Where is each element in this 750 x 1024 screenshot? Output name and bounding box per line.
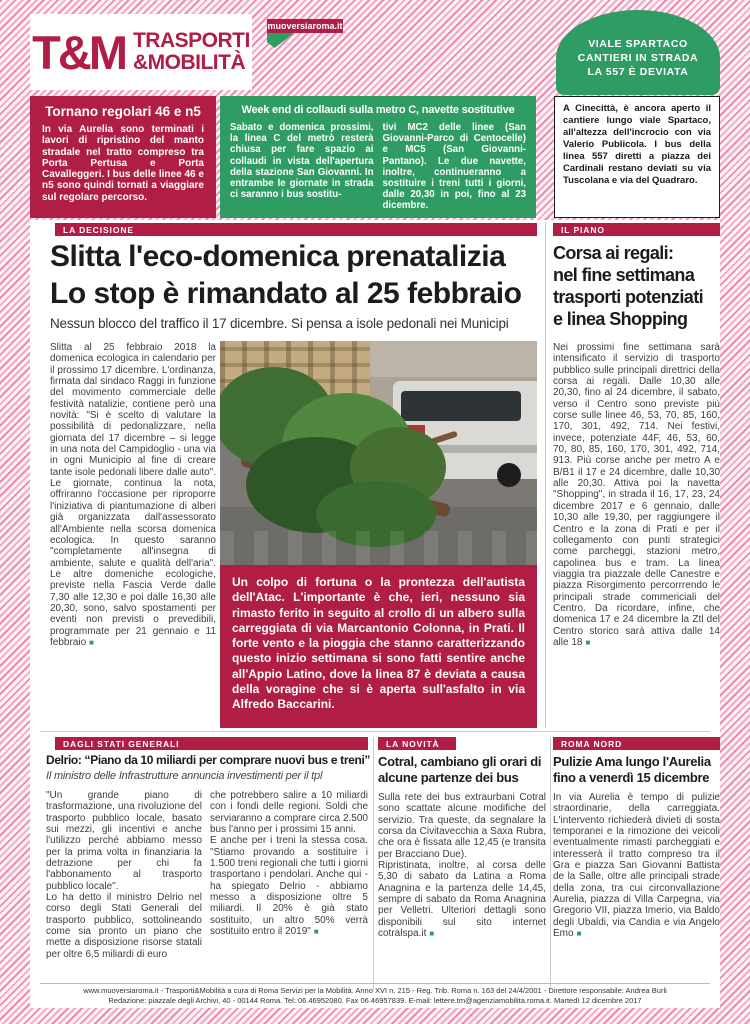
- footer-divider: [40, 983, 710, 984]
- footer-line1: www.muoversiaroma.it - Trasporti&Mobilità a cura di Roma Servizi per la Mobilità. Anno XVI n. 215 - Reg. Trib. Roma n. 163 del 24/4/2001 - Direttore responsabile: Andrea Burli: [83, 986, 667, 995]
- footer-line2: Redazione: piazzale degli Archivi, 40 - 00144 Roma. Tel: 06.46952080. Fax 06.46957839. E-mail: lettere.tm@agenziamobilita.roma.it. Martedì 12 dicembre 2017: [108, 996, 642, 1005]
- cotral-p2: Ripristinata, inoltre, al corsa delle 5,30 di sabato da Latina a Roma Anagnina e la partenza delle 14,45, sempre di sabato da Roma Anagnina per Velletri. Ulteriori dettagli sono disponibili sul sito internet cotralspa.it: [378, 860, 546, 940]
- article-photo: [220, 341, 537, 565]
- kicker-la-decisione: LA DECISIONE: [55, 223, 537, 236]
- end-marker-icon: ■: [585, 637, 591, 647]
- delrio-col1-p2: Lo ha detto il ministro Delrio nel corso degli Stati Generali del trasporto pubblico, sottolineando come sia pronto un piano che mette a disposizione risorse statali per oltre 6,5 miliardi di euro: [46, 892, 202, 960]
- box-aurelia-title: Tornano regolari 46 e n5: [45, 104, 201, 119]
- masthead: [30, 14, 252, 90]
- kicker-dagli-stati-generali: DAGLI STATI GENERALI: [55, 737, 368, 750]
- main-headline-line1: Slitta l'eco-domenica prenatalizia: [50, 240, 506, 273]
- main-headline-line2: Lo stop è rimandato al 25 febbraio: [50, 277, 522, 310]
- box-aurelia-body: In via Aurelia sono terminati i lavori di ripristino del manto stradale nel tratto compreso tra Porta Pertusa e Porta Cavalleggeri. I bus delle linee 46 e n5 sono quindi tornati a viaggiare sul regolare percorso.: [42, 124, 204, 203]
- column-divider: [550, 737, 551, 990]
- ribbon-fold-icon: [267, 33, 294, 48]
- plan-headline-line4: e linea Shopping: [553, 309, 688, 329]
- box-metro-c-title: Week end di collaudi sulla metro C, navette sostitutive: [241, 104, 515, 116]
- cotral-headline: Cotral, cambiano gli orari di alcune partenze dei bus: [378, 754, 542, 785]
- plan-article-text: Nei prossimi fine settimana sarà intensificato il servizio di trasporto pubblico sulle principali direttrici della corsa ai regali. Dalle 10,30 alle 20,30, fino al 24 dicembre, il sabato, verso il Centro sono previste più corse sulle linee 46, 53, 70, 85, 160, 170, 301, 492, 714. Nei festivi, invece, potenziate 44F, 46, 53, 60, 70, 80, 85, 160, 170, 301, 492, 714, 913. Più corse anche per metro A e B/B1 il 17 e 24 dicembre, dalle 10,30 alle 20,30. Attiva poi la navetta "Shopping", in strada il 16, 17, 23, 24 dicembre 2017 e 6 gennaio, dalle 10,30 alle 19,30, per raggiungere il Centro e la zona di Prati e per il collegamento con punti strategici come parcheggi, stazioni metro, capolinea bus e tram. La linea viaggia tra piazzale delle Canestre e piazza Risorgimento percorrrendo le principali strade commericiali del Centro. Da ricordare, infine, che domenica 17 e 24 dicembre la Ztl del Centro storico sarà attiva dalle 14 alle 18: [553, 342, 720, 648]
- kicker-roma-nord: ROMA NORD: [553, 737, 720, 750]
- end-marker-icon: ■: [576, 929, 582, 939]
- main-headline: [50, 238, 546, 312]
- photo-bus-windshield: [401, 391, 521, 421]
- plan-article-body: [553, 342, 720, 724]
- ama-headline: [553, 754, 723, 785]
- photo-caption: Un colpo di fortuna o la prontezza dell'autista dell'Atac. L'importante è che, ieri, nessuno sia rimasto ferito in seguito al crollo di un albero sulla carreggiata di via Marcantonio Colonna, in Prati. Il forte vento e la pioggia che stanno caratterizzando questo inizio settimana si sono fatti sentire anche all'Appio Latino, dove la linea 87 è deviata a causa della voragine che si è aperta sull'asfalto in via Alfredo Baccarini.: [220, 565, 537, 728]
- delrio-col1-p1: "Un grande piano di trasformazione, una rivoluzione del trasporto pubblico locale, basato sui mezzi, gli incentivi e anche l'utilizzo perché abbiamo messo per la prima volta in finanziaria la detrazione per chi fa l'abbonamento al trasporto pubblico locale".: [46, 790, 202, 892]
- plan-headline: [553, 242, 723, 330]
- masthead-title: [133, 30, 250, 74]
- box-aurelia: [30, 96, 216, 218]
- notice-line: LA 557 È DEVIATA: [587, 66, 689, 78]
- delrio-col2-p2: E anche per i treni la stessa cosa. "Stiamo provando a sostituire i 1.500 treni regionali che tutti i giorni trasportano i pendolari. Anche qui - ha spiegato Delrio - abbiamo messo a disposizione oltre 5 miliardi. Il 20% è già stato sostituito, un altro 50% verrà sostituito entro il 2019": [210, 835, 368, 938]
- masthead-title-line2: &MOBILITÀ: [132, 51, 246, 74]
- delrio-headline: Delrio: “Piano da 10 miliardi per comprare nuovi bus e treni”: [46, 753, 371, 767]
- notice-line: CANTIERI IN STRADA: [577, 52, 699, 64]
- delrio-col2-p1: che potrebbero salire a 10 miliardi con i fondi delle regioni. Soldi che serviaranno a comprare circa 2.500 bus l'anno per i prossimi 15 anni.: [210, 790, 368, 836]
- masthead-title-line1: TRASPORTI: [132, 29, 250, 52]
- box-metro-c-col2: tivi MC2 delle linee (San Giovanni-Parco di Centocelle) e MC5 (San Giovanni-Pantano). Le due navette, inoltre, continueranno a sostituire i treni tutti i giorni, dalle 20,30 in poi, fino al 23 dicembre.: [382, 122, 526, 212]
- box-metro-c: [220, 96, 536, 218]
- delrio-column-1: [46, 790, 202, 995]
- plan-headline-line2: nel fine settimana: [553, 265, 695, 285]
- delrio-column-2: [210, 790, 368, 997]
- ama-headline-line2: fino a venerdì 15 dicembre: [553, 769, 710, 785]
- notice-line: VIALE SPARTACO: [588, 38, 688, 50]
- site-link[interactable]: muoversiaroma.it: [267, 21, 343, 31]
- photo-bus-wheel: [497, 463, 521, 487]
- ama-text: In via Aurelia è tempo di pulizie straordinarie, della carreggiata. L'intervento richiederà divieti di sosta temporanei e la rimozione dei veicoli eventualmente rimasti parcheggiati e interesserà il tratto compreso tra il Gra e piazza San Giovanni Battista de la Salle, oltre alle principali strade della zona, tra cui circonvallazione Aurelia, piazza di Villa Carpegna, via Gregorio VII, piazza Imerio, via Baldo degli Ubaldi, via Candia e via Angelo Emo: [553, 792, 720, 940]
- cotral-p1: Sulla rete dei bus extraurbani Cotral sono scattate alcune modifiche del servizio. Tra queste, da segnalare la corsa da Civitavecchia a Saxa Rubra, che ora è fissata alle 12,45 (e transita per Bracciano Due).: [378, 792, 546, 860]
- main-article-body: [50, 342, 216, 724]
- plan-headline-line1: Corsa ai regali:: [553, 243, 674, 263]
- plan-headline-line3: trasporti potenziati: [553, 287, 704, 307]
- end-marker-icon: ■: [89, 637, 94, 647]
- photo-wet-road: [220, 531, 537, 565]
- ama-headline-line1: Pulizie Ama lungo l'Aurelia: [553, 754, 711, 769]
- section-divider: [40, 731, 710, 732]
- kicker-il-piano: IL PIANO: [553, 223, 720, 236]
- end-marker-icon: ■: [429, 929, 435, 939]
- photo-bus-stripe: [429, 445, 537, 453]
- column-divider: [373, 737, 374, 990]
- cotral-article-body: [378, 792, 546, 997]
- column-divider: [545, 222, 546, 728]
- end-marker-icon: ■: [313, 927, 319, 937]
- main-article-text: Slitta al 25 febbraio 2018 la domenica ecologica in calendario per il prossimo 17 dicembre. L'ordinanza, firmata dal sindaco Raggi in funzione del movimento commerciale delle festività natalizie, contiene però una novità: "Si è scelto di valutare la possibilità di pedonalizzare, nella giornata del 17 dicembre – si legge in una nota del Campidoglio - una via in ogni Municipio al fine di creare tante isole pedonali libere dalle auto". Le giornate, continua la nota, offriranno l'occasione per riproporre l'iniziativa di piantumazione di alberi già organizzata dall'assessorato all'Ambiente nella scorsa domenica ecologica. In questo saranno "completamente all'insegna di ambiente, salute e qualità dell'aria". Le altre domeniche ecologiche, previste nella Fascia Verde dalle 7,30 alle 12,30 e poi dalle 16,30 alle 20,30, sono, salvo spostamenti per eventi non previsti o prevedibili, programmate per 21 gennaio e 11 febbraio: [50, 342, 216, 648]
- main-standfirst: Nessun blocco del traffico il 17 dicembre. Si pensa a isole pedonali nei Municipi: [50, 316, 509, 331]
- viale-spartaco-notice: [556, 10, 720, 95]
- kicker-la-novita: LA NOVITÀ: [378, 737, 456, 750]
- box-cinecitta: A Cinecittà, è ancora aperto il cantiere lungo viale Spartaco, all'altezza dell'incrocio con via Valerio Publicola. I bus della linea 557 diretti a piazza dei Cardinali restano deviati su via Tuscolana e via del Quadraro.: [554, 96, 720, 218]
- box-metro-c-col1: Sabato e domenica prossimi, la linea C del metrò resterà chiusa per fare spazio ai collaudi in vista dell'apertura della stazione San Giovanni. In entrambe le giornate in strada ci saranno i bus sostitu-: [230, 122, 374, 201]
- delrio-standfirst: Il ministro delle Infrastrutture annuncia investimenti per il tpl: [46, 770, 323, 782]
- tm-logo: T&M: [32, 25, 125, 79]
- ama-article-body: [553, 792, 720, 997]
